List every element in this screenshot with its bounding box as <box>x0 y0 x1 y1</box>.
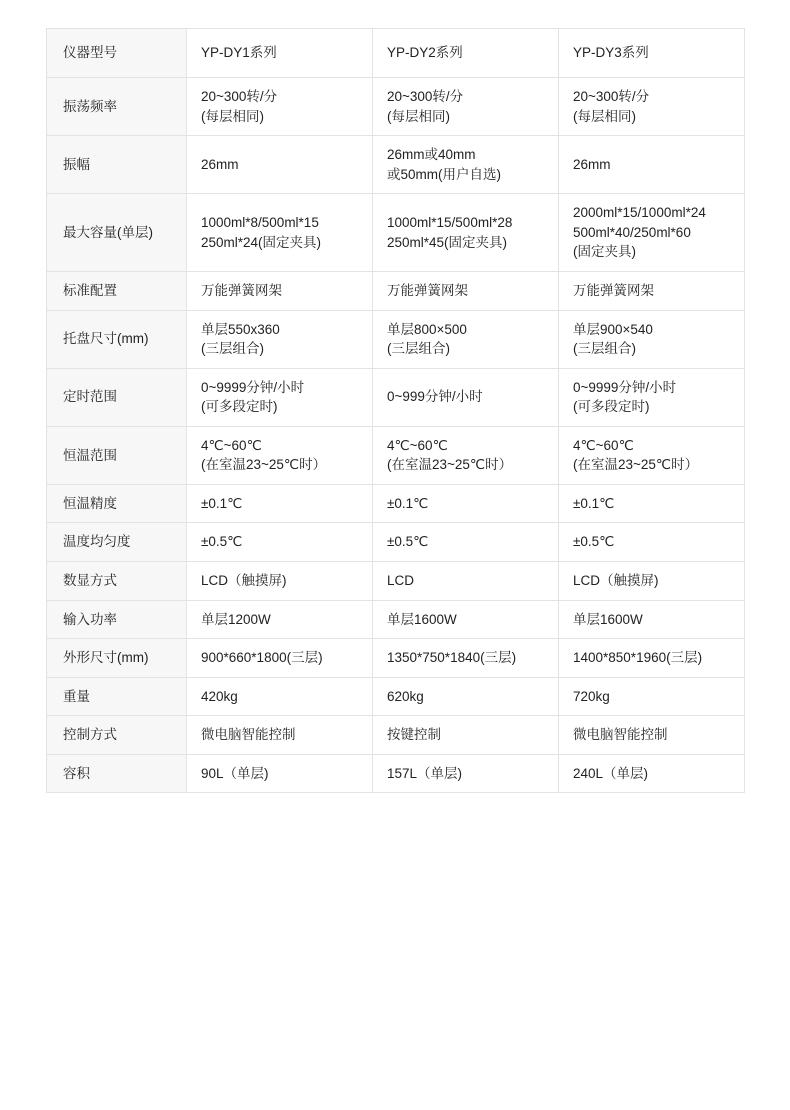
cell-line: 万能弹簧网架 <box>387 282 468 298</box>
row-label: 数显方式 <box>47 562 187 601</box>
cell-line: 0~999分钟/小时 <box>387 389 483 405</box>
cell-line: 500ml*40/250ml*60 <box>573 224 691 240</box>
row-label: 恒温范围 <box>47 426 187 484</box>
cell-line: 420kg <box>201 688 238 704</box>
cell-line: 2000ml*15/1000ml*24 <box>573 205 706 221</box>
table-cell <box>373 716 559 755</box>
cell-line: (可多段定时) <box>573 399 650 415</box>
table-cell <box>373 271 559 310</box>
table-row <box>47 136 745 194</box>
table-row <box>47 600 745 639</box>
cell-line: (在室温23~25℃时） <box>201 457 327 473</box>
cell-line: 250ml*45(固定夹具) <box>387 234 508 250</box>
row-label: 重量 <box>47 677 187 716</box>
table-cell <box>373 368 559 426</box>
table-cell <box>559 29 745 78</box>
table-row <box>47 368 745 426</box>
specification-table <box>46 28 745 793</box>
table-cell <box>187 29 373 78</box>
table-cell <box>373 310 559 368</box>
cell-line: 4℃~60℃ <box>573 437 634 453</box>
cell-line: 240L（单层) <box>573 765 649 781</box>
cell-line: 720kg <box>573 688 610 704</box>
row-label: 振幅 <box>47 136 187 194</box>
table-row <box>47 754 745 793</box>
table-row <box>47 29 745 78</box>
cell-line: (三层组合) <box>387 341 450 357</box>
table-row <box>47 639 745 678</box>
table-row <box>47 484 745 523</box>
cell-line: 26mm <box>573 156 611 172</box>
cell-line: 20~300转/分 <box>387 89 464 104</box>
cell-line: 微电脑智能控制 <box>201 727 296 743</box>
row-label: 最大容量(单层) <box>47 194 187 272</box>
table-row <box>47 194 745 272</box>
table-cell <box>187 78 373 136</box>
cell-line: 250ml*24(固定夹具) <box>201 234 322 250</box>
table-cell <box>373 136 559 194</box>
table-cell <box>187 194 373 272</box>
table-cell <box>559 368 745 426</box>
table-body <box>47 29 745 793</box>
table-cell <box>373 78 559 136</box>
cell-line: 4℃~60℃ <box>201 437 262 453</box>
table-cell <box>187 600 373 639</box>
row-label: 输入功率 <box>47 600 187 639</box>
table-cell <box>373 194 559 272</box>
cell-line: 90L（单层) <box>201 765 269 781</box>
cell-line: YP-DY1系列 <box>201 45 277 61</box>
table-cell <box>187 310 373 368</box>
cell-line: 20~300转/分 <box>573 89 650 104</box>
cell-line: (三层组合) <box>201 341 264 357</box>
row-label: 定时范围 <box>47 368 187 426</box>
table-cell <box>559 426 745 484</box>
table-cell <box>187 271 373 310</box>
table-cell <box>373 29 559 78</box>
cell-line: (固定夹具) <box>573 244 636 260</box>
cell-line: 157L（单层) <box>387 765 463 781</box>
cell-line: YP-DY3系列 <box>573 45 649 61</box>
row-label: 控制方式 <box>47 716 187 755</box>
cell-line: 或50mm(用户自选) <box>387 166 501 182</box>
cell-line: ±0.1℃ <box>387 495 429 511</box>
table-cell <box>187 677 373 716</box>
table-cell <box>373 600 559 639</box>
cell-line: 1000ml*15/500ml*28 <box>387 215 513 231</box>
table-cell <box>559 136 745 194</box>
cell-line: 单层1600W <box>387 611 457 627</box>
table-row <box>47 271 745 310</box>
cell-line: YP-DY2系列 <box>387 45 463 61</box>
cell-line: ±0.1℃ <box>573 495 615 511</box>
table-cell <box>187 523 373 562</box>
cell-line: 1350*750*1840(三层) <box>387 650 517 666</box>
cell-line: LCD（触摸屏) <box>573 573 659 588</box>
table-cell <box>559 271 745 310</box>
table-cell <box>187 639 373 678</box>
cell-line: (每层相同) <box>201 108 264 124</box>
row-label: 标准配置 <box>47 271 187 310</box>
cell-line: ±0.1℃ <box>201 495 243 511</box>
row-label: 温度均匀度 <box>47 523 187 562</box>
row-label: 仪器型号 <box>47 29 187 78</box>
table-row <box>47 310 745 368</box>
table-cell <box>559 194 745 272</box>
table-cell <box>559 754 745 793</box>
cell-line: 1000ml*8/500ml*15 <box>201 215 319 231</box>
cell-line: 26mm或40mm <box>387 147 476 163</box>
table-cell <box>559 677 745 716</box>
cell-line: 单层1200W <box>201 611 271 627</box>
cell-line: (三层组合) <box>573 341 636 357</box>
table-cell <box>187 754 373 793</box>
table-cell <box>559 600 745 639</box>
cell-line: (可多段定时) <box>201 399 278 415</box>
cell-line: (每层相同) <box>573 108 636 124</box>
cell-line: ±0.5℃ <box>201 534 243 550</box>
row-label: 容积 <box>47 754 187 793</box>
row-label: 振荡频率 <box>47 78 187 136</box>
table-cell <box>373 677 559 716</box>
cell-line: 4℃~60℃ <box>387 437 448 453</box>
cell-line: 0~9999分钟/小时 <box>573 379 677 395</box>
table-cell <box>559 310 745 368</box>
cell-line: ±0.5℃ <box>387 534 429 550</box>
cell-line: (每层相同) <box>387 108 450 124</box>
cell-line: 万能弹簧网架 <box>573 282 654 298</box>
cell-line: ±0.5℃ <box>573 534 615 550</box>
table-row <box>47 677 745 716</box>
table-cell <box>187 136 373 194</box>
table-cell <box>559 484 745 523</box>
table-cell <box>373 484 559 523</box>
cell-line: 620kg <box>387 688 424 704</box>
table-cell <box>559 78 745 136</box>
cell-line: 单层550x360 <box>201 321 280 337</box>
row-label: 外形尺寸(mm) <box>47 639 187 678</box>
cell-line: 万能弹簧网架 <box>201 282 282 298</box>
cell-line: (在室温23~25℃时） <box>573 457 699 473</box>
table-row <box>47 78 745 136</box>
cell-line: 1400*850*1960(三层) <box>573 650 703 666</box>
table-cell <box>187 484 373 523</box>
table-row <box>47 716 745 755</box>
table-cell <box>373 639 559 678</box>
table-cell <box>559 562 745 601</box>
table-cell <box>373 523 559 562</box>
table-cell <box>373 754 559 793</box>
row-label: 恒温精度 <box>47 484 187 523</box>
table-cell <box>559 639 745 678</box>
table-cell <box>373 562 559 601</box>
table-row <box>47 523 745 562</box>
cell-line: 900*660*1800(三层) <box>201 650 323 666</box>
table-row <box>47 562 745 601</box>
cell-line: 单层900×540 <box>573 321 653 337</box>
table-row <box>47 426 745 484</box>
table-cell <box>187 368 373 426</box>
table-cell <box>187 716 373 755</box>
cell-line: LCD（触摸屏) <box>201 573 287 588</box>
cell-line: 按键控制 <box>387 727 441 743</box>
cell-line: 26mm <box>201 156 239 172</box>
cell-line: 20~300转/分 <box>201 89 278 104</box>
cell-line: 单层1600W <box>573 611 643 627</box>
table-cell <box>559 716 745 755</box>
cell-line: (在室温23~25℃时） <box>387 457 513 473</box>
cell-line: 微电脑智能控制 <box>573 727 668 743</box>
cell-line: 单层800×500 <box>387 321 467 337</box>
row-label: 托盘尺寸(mm) <box>47 310 187 368</box>
cell-line: 0~9999分钟/小时 <box>201 379 305 395</box>
table-cell <box>373 426 559 484</box>
table-cell <box>559 523 745 562</box>
cell-line: LCD <box>387 573 415 588</box>
table-cell <box>187 562 373 601</box>
table-cell <box>187 426 373 484</box>
